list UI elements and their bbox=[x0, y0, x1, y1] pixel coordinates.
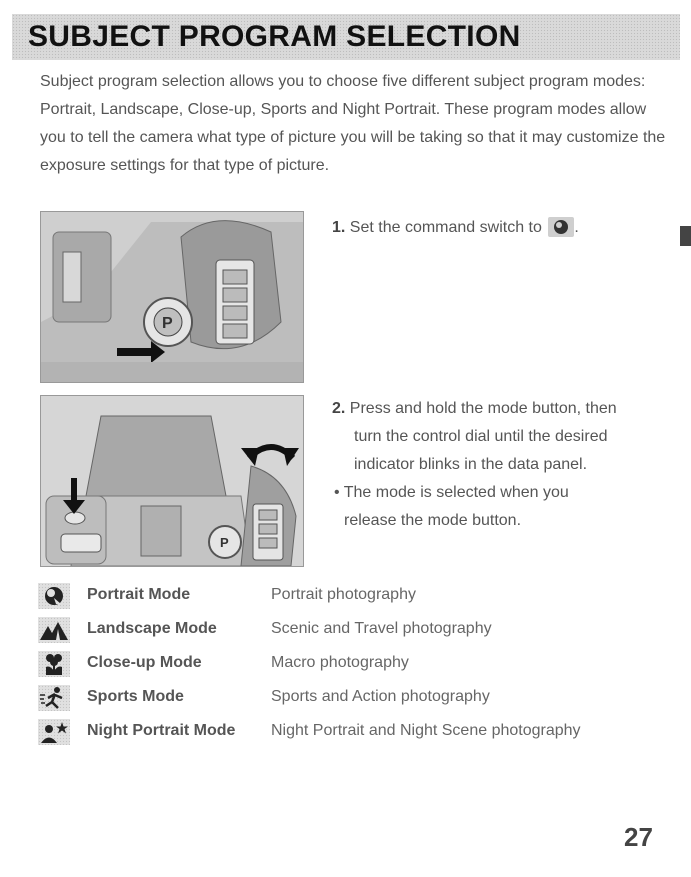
step-1-number: 1. bbox=[332, 219, 346, 236]
mode-row-close-up bbox=[38, 651, 678, 685]
mode-description: Scenic and Travel photography bbox=[271, 620, 492, 637]
mode-name: Portrait Mode bbox=[87, 586, 191, 603]
step-2-note-line2: release the mode button. bbox=[344, 512, 522, 529]
step-1-text: Set the command switch to bbox=[349, 219, 542, 236]
landscape-icon bbox=[38, 617, 70, 643]
step-2-line2: turn the control dial until the desired bbox=[354, 428, 608, 445]
mode-row-landscape bbox=[38, 617, 678, 651]
step-2-note bbox=[332, 479, 662, 535]
mode-description: Sports and Action photography bbox=[271, 688, 490, 705]
mode-name: Sports Mode bbox=[87, 688, 184, 705]
mode-row-night-portrait bbox=[38, 719, 678, 753]
mode-name: Close-up Mode bbox=[87, 654, 202, 671]
mode-row-sports bbox=[38, 685, 678, 719]
step-1 bbox=[332, 214, 579, 242]
mode-list bbox=[38, 583, 678, 753]
camera-command-switch-photo bbox=[40, 211, 304, 383]
camera-mode-button-photo bbox=[40, 395, 304, 567]
intro-paragraph: Subject program selection allows you to choose five different subject program modes: Portrait, Landscape, Close-up, Sports and Night Portrait. These program modes allow you to tell the camera what type of picture you will be taking so that it may customize the exposure settings for that type of picture. bbox=[40, 73, 666, 174]
page-number: 27 bbox=[624, 822, 653, 852]
close-up-icon bbox=[38, 651, 70, 677]
svg-text:P: P bbox=[220, 535, 229, 550]
step-2-first-line bbox=[332, 400, 617, 417]
mode-description: Night Portrait and Night Scene photography bbox=[271, 722, 581, 739]
page-title: SUBJECT PROGRAM SELECTION bbox=[28, 20, 521, 53]
subject-program-icon bbox=[548, 217, 574, 237]
step-1-suffix: . bbox=[574, 219, 579, 236]
mode-row-portrait bbox=[38, 583, 678, 617]
step-2-note-line1: • The mode is selected when you bbox=[334, 484, 569, 501]
sports-icon bbox=[38, 685, 70, 711]
section-tab-marker bbox=[680, 226, 691, 246]
step-2 bbox=[332, 395, 662, 535]
step-2-number: 2. bbox=[332, 400, 346, 417]
portrait-icon bbox=[38, 583, 70, 609]
mode-description: Portrait photography bbox=[271, 586, 416, 603]
step-2-line3: indicator blinks in the data panel. bbox=[354, 456, 588, 473]
night-portrait-icon bbox=[38, 719, 70, 745]
step-2-line1: Press and hold the mode button, then bbox=[349, 400, 617, 417]
mode-name: Landscape Mode bbox=[87, 620, 217, 637]
svg-text:P: P bbox=[162, 315, 173, 332]
mode-description: Macro photography bbox=[271, 654, 409, 671]
mode-name: Night Portrait Mode bbox=[87, 722, 236, 739]
